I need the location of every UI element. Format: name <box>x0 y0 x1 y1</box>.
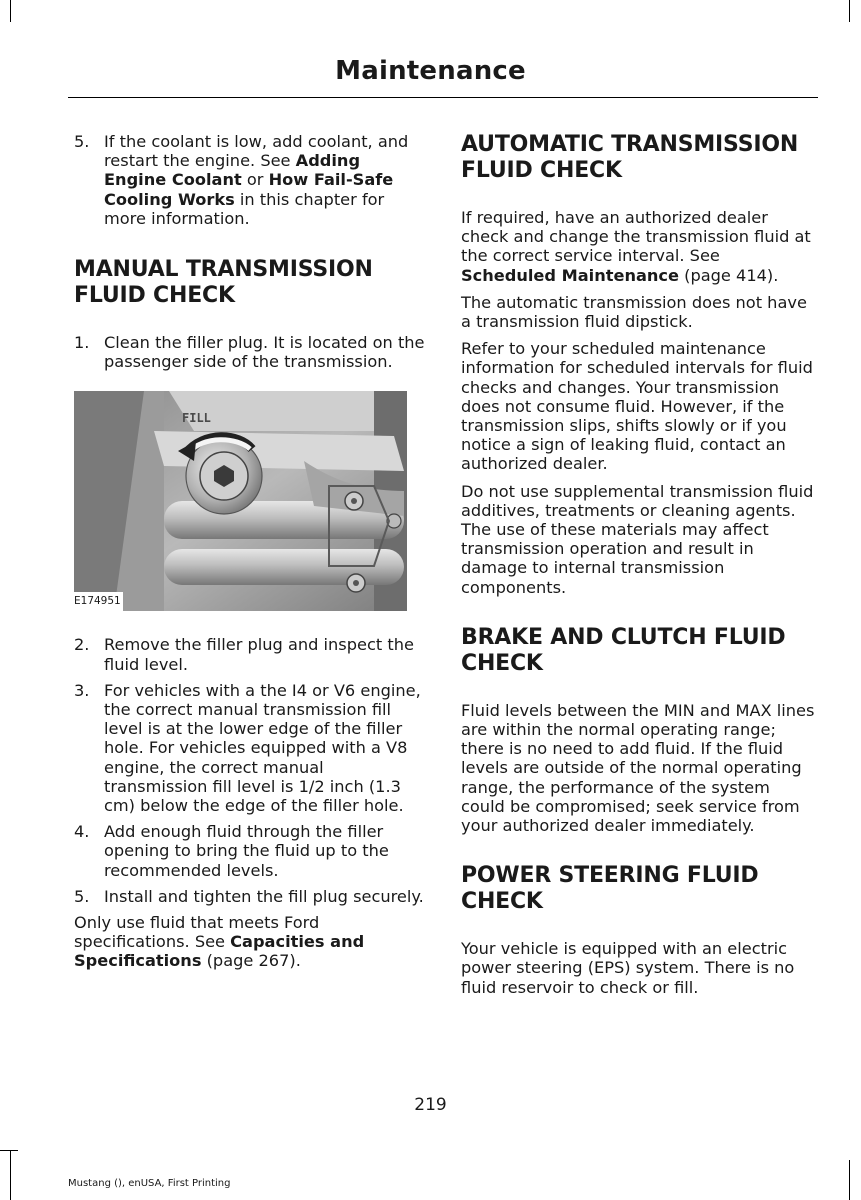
step-number: 2. <box>74 635 90 655</box>
cross-reference-link[interactable]: Capacities and Specifications <box>74 932 365 971</box>
auto-paragraph-3: Refer to your scheduled maintenance information for scheduled intervals for fluid checks and changes. Your transmission does not consume fluid. However, if the transmission slips, shifts slowly or if you notice a sign of leaking fluid, contact an authorized dealer. <box>461 339 813 474</box>
step-number: 4. <box>74 822 90 842</box>
note-text: (page 267). <box>201 951 301 971</box>
step-text: Add enough fluid through the filler opening to bring the fluid up to the recommended levels. <box>104 822 389 880</box>
step-number: 5. <box>74 886 90 906</box>
step-number: 5. <box>74 132 90 151</box>
auto-paragraph-4: Do not use supplemental transmission fluid additives, treatments or cleaning agents. The use of these materials may affect transmission operation and result in damage to internal transmission components. <box>461 481 814 597</box>
cross-reference-link[interactable]: Scheduled Maintenance <box>461 265 679 285</box>
brake-paragraph: Fluid levels between the MIN and MAX lines are within the normal operating range; there is no need to add fluid. If the fluid levels are outside of the normal operating range, the performance of the system could be compromised; seek service from your authorized dealer immediately. <box>461 700 815 836</box>
crop-mark-top-right <box>849 0 850 22</box>
list-item <box>74 635 426 673</box>
paragraph-text: If required, have an authorized dealer check and change the transmission fluid at the correct service interval. See <box>461 208 811 266</box>
section-heading-automatic-transmission: AUTOMATIC TRANSMISSION FLUID CHECK <box>461 132 799 183</box>
step-text: Install and tighten the fill plug securely. <box>104 886 424 906</box>
step-text: Remove the filler plug and inspect the fluid level. <box>104 635 414 674</box>
section-heading-power-steering: POWER STEERING FLUID CHECK <box>461 863 759 915</box>
filler-plug-illustration <box>74 391 407 611</box>
coolant-step-list <box>74 132 426 228</box>
step-text: in this chapter for more information. <box>104 189 385 228</box>
step-number: 1. <box>74 333 90 353</box>
fluid-spec-note <box>74 913 426 971</box>
note-text: Only use fluid that meets Ford specifications. See <box>74 913 320 952</box>
section-heading-brake-clutch: BRAKE AND CLUTCH FLUID CHECK <box>461 624 786 676</box>
left-column <box>74 132 426 979</box>
list-item <box>74 887 426 906</box>
header-divider <box>68 97 818 98</box>
cross-reference-link[interactable]: Adding Engine Coolant <box>104 151 361 190</box>
list-item <box>74 681 426 815</box>
step-text: Clean the filler plug. It is located on the passenger side of the transmission. <box>104 333 425 372</box>
casting-fill-text: FILL <box>182 411 211 426</box>
section-heading-manual-transmission: MANUAL TRANSMISSION FLUID CHECK <box>74 257 373 309</box>
auto-paragraph-1 <box>461 208 816 285</box>
transmission-casing-image <box>74 391 407 611</box>
page-title: Maintenance <box>335 56 526 86</box>
manual-step-list-2 <box>74 635 426 906</box>
list-item <box>74 132 426 228</box>
step-text: For vehicles with a the I4 or V6 engine, the correct manual transmission fill level is at the lower edge of the filler hole. For vehicles equipped with a V8 engine, the correct manual transmission fill level is 1/2 inch (1.3 cm) below the edge of the filler hole. <box>104 680 421 816</box>
list-item <box>74 333 426 371</box>
crop-mark-bottom-right <box>849 1160 850 1200</box>
step-number: 3. <box>74 680 90 700</box>
auto-paragraph-2: The automatic transmission does not have a transmission fluid dipstick. <box>461 292 807 332</box>
crop-mark-top-left <box>10 0 11 22</box>
crop-mark-bottom-left-v <box>10 1150 11 1200</box>
crop-mark-bottom-left-h <box>0 1150 18 1151</box>
page-number: 219 <box>414 1095 447 1115</box>
footer-text: Mustang (), enUSA, First Printing <box>68 1178 231 1189</box>
list-item <box>74 822 426 880</box>
steering-paragraph: Your vehicle is equipped with an electric power steering (EPS) system. There is no fluid reservoir to check or fill. <box>461 939 795 997</box>
figure-id: E174951 <box>74 592 123 611</box>
cross-reference-link[interactable]: How Fail-Safe Cooling Works <box>104 170 394 209</box>
right-column <box>461 132 816 1005</box>
step-text: or <box>241 170 269 190</box>
paragraph-text: (page 414). <box>679 265 779 285</box>
step-text: If the coolant is low, add coolant, and restart the engine. See <box>104 132 409 171</box>
manual-step-list-1 <box>74 333 426 371</box>
